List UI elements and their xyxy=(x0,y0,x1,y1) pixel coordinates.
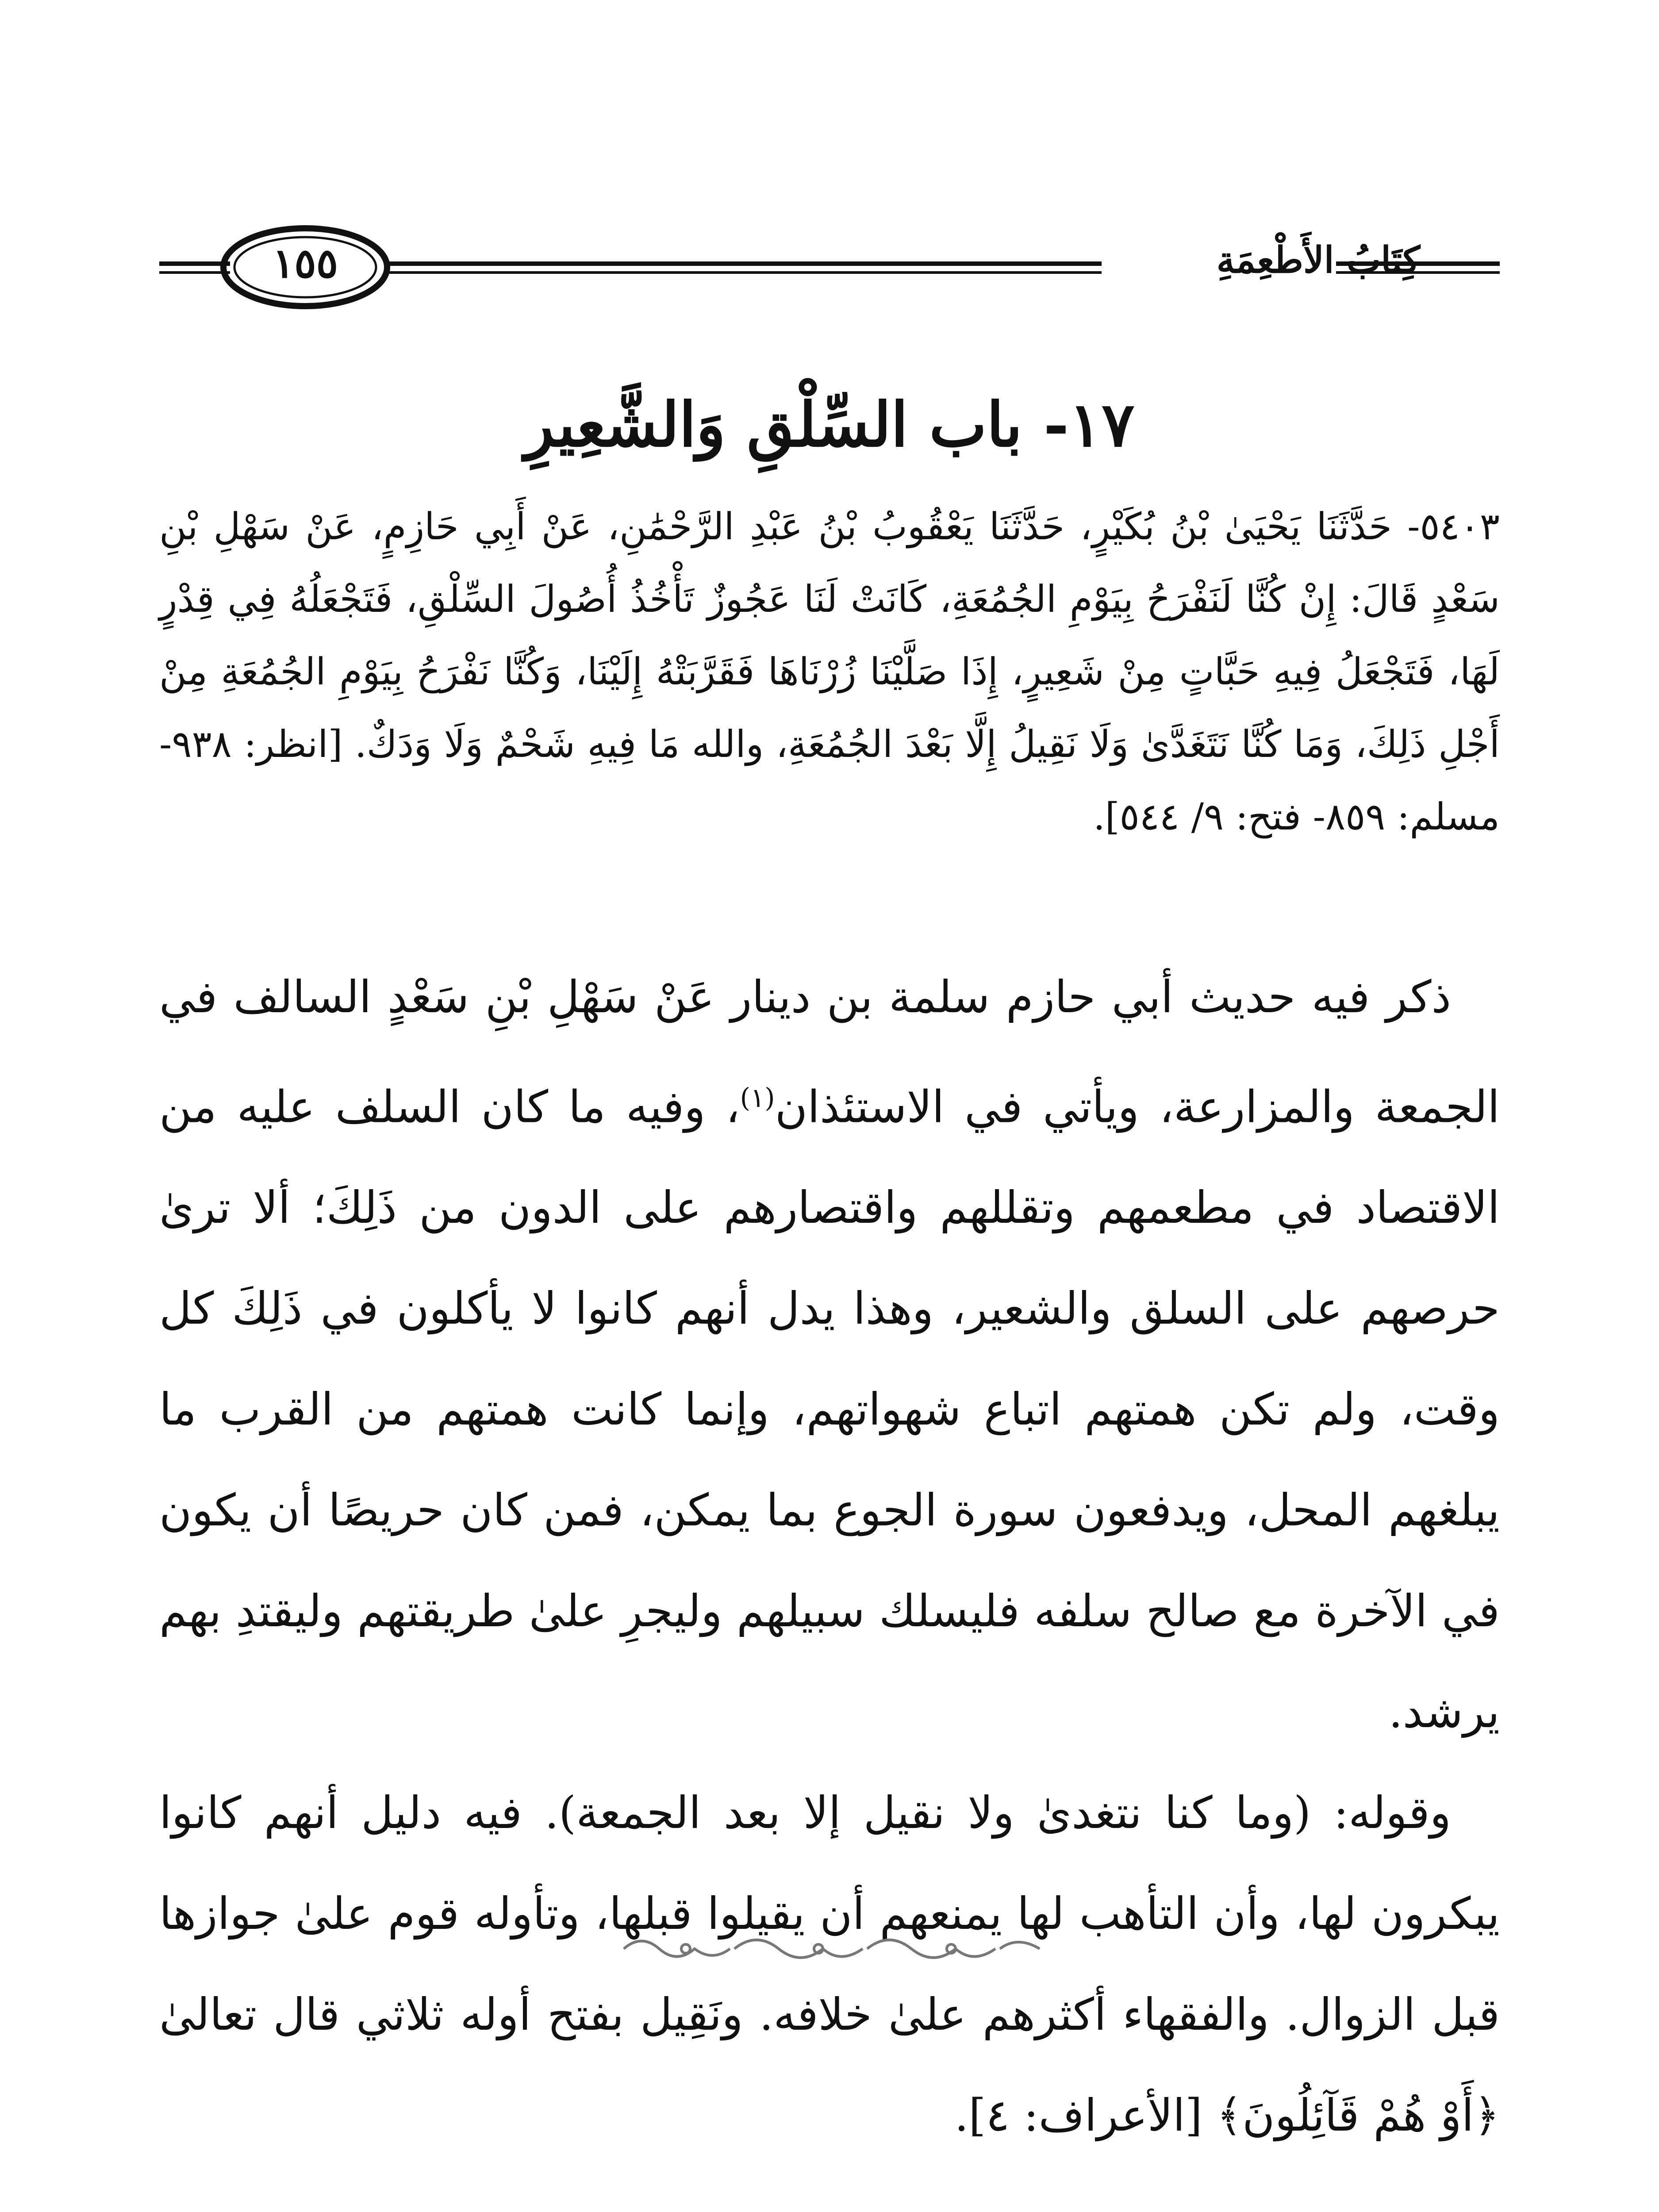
commentary-paragraph: وقوله: (وما كنا نتغدىٰ ولا نقيل إلا بعد الجمعة). فيه دليل أنهم كانوا يبكرون لها، وأن التأهب لها يمنعهم أن يقيلوا قبلها، وتأوله قوم علىٰ جوازها قبل الزوال. والفقهاء أكثرهم علىٰ خلافه. ونَقِيل بفتح أوله ثلاثي قال تعالىٰ ﴿أَوْ هُمْ قَآئِلُونَ﴾ [الأعراف: ٤]. xyxy=(159,1787,1500,2142)
ornament-divider xyxy=(615,1929,1048,1969)
hadith-text: ٥٤٠٣- حَدَّثَنَا يَحْيَىٰ بْنُ بُكَيْرٍ، حَدَّثَنَا يَعْقُوبُ بْنُ عَبْدِ الرَّحْمَٰنِ، عَنْ أَبِي حَازِمٍ، عَنْ سَهْلِ بْنِ سَعْدٍ قَالَ: إِنْ كُنَّا لَنَفْرَحُ بِيَوْمِ الجُمُعَةِ، كَانَتْ لَنَا عَجُوزٌ تَأْخُذُ أُصُولَ السِّلْقِ، فَتَجْعَلُهُ فِي قِدْرٍ لَهَا، فَتَجْعَلُ فِيهِ حَبَّاتٍ مِنْ شَعِيرٍ، إِذَا صَلَّيْنَا زُرْنَاهَا فَقَرَّبَتْهُ إِلَيْنَا، وَكُنَّا نَفْرَحُ بِيَوْمِ الجُمُعَةِ مِنْ أَجْلِ ذَلِكَ، وَمَا كُنَّا نَتَغَدَّىٰ وَلَا نَقِيلُ إِلَّا بَعْدَ الجُمُعَةِ، والله مَا فِيهِ شَحْمٌ وَلَا وَدَكٌ. xyxy=(159,505,1500,766)
commentary-block xyxy=(159,947,1500,2166)
hadith-block xyxy=(159,490,1500,853)
hadith-reference: [انظر: ٩٣٨- مسلم: ٨٥٩- فتح: ٩/ ٥٤٤]. xyxy=(159,722,1500,838)
commentary-text-cont: ، وفيه ما كان السلف عليه من الاقتصاد في مطعمهم وتقللهم واقتصارهم على الدون من ذَلِكَ؛ ألا ترىٰ حرصهم على السلق والشعير، وهذا يدل أنهم كانوا لا يأكلون في ذَلِكَ كل وقت، ولم تكن همتهم اتباع شهواتهم، وإنما كانت همتهم من القرب ما يبلغهم المحل، ويدفعون سورة الجوع بما يمكن، فمن كان حريصًا أن يكون في الآخرة مع صالح سلفه فليسلك سبيلهم وليجرِ علىٰ طريقتهم وليقتدِ بهم يرشد. xyxy=(159,1081,1500,1738)
running-book-title: كِتَابُ الأَطْعِمَةِ xyxy=(1216,239,1420,281)
commentary-paragraph xyxy=(159,947,1500,1763)
page-number: ١٥٥ xyxy=(272,239,338,287)
footnote-reference[interactable]: (١) xyxy=(740,1083,775,1114)
chapter-title: ١٧- باب السِّلْقِ وَالشَّعِيرِ xyxy=(524,388,1135,461)
commentary-text: ذكر فيه حديث أبي حازم سلمة بن دينار عَنْ سَهْلِ بْنِ سَعْدٍ السالف في الجمعة والمزارعة، ويأتي في الاستئذان xyxy=(159,971,1500,1133)
